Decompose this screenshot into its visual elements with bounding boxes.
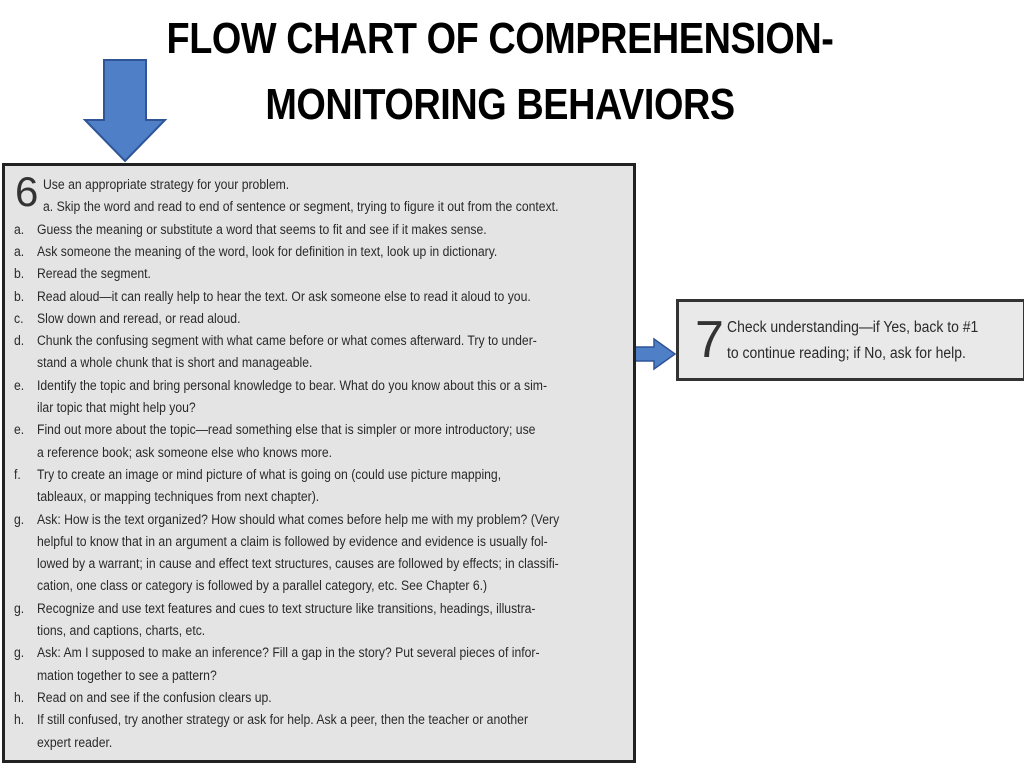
step-6-item-letter: a. (14, 221, 25, 238)
step-7-number: 7 (695, 311, 724, 369)
step-6-item-letter: d. (14, 333, 25, 350)
step-6-item-letter: e. (14, 377, 25, 394)
step-6-item-letter: g. (14, 645, 25, 662)
step-6-item-letter: g. (14, 600, 25, 617)
step-6-line: Identify the topic and bring personal knowledge to bear. What do you know about this or a sim- (37, 377, 548, 394)
step-6-line: tions, and captions, charts, etc. (37, 623, 206, 639)
step-6-line: Reread the segment. (37, 266, 151, 283)
step-6-line: cation, one class or category is followed by a parallel category, etc. See Chapter 6.) (37, 578, 488, 595)
step-6-line: Recognize and use text features and cues to text structure like transitions, headings, illustra- (37, 600, 536, 617)
step-6-line: Chunk the confusing segment with what came before or what comes afterward. Try to under- (37, 333, 537, 350)
step-7-line-2: to continue reading; if No, ask for help. (727, 345, 966, 362)
step-6-item-letter: h. (14, 712, 25, 729)
step-6-item-letter: g. (14, 511, 25, 528)
step-6-item-letter: b. (14, 288, 25, 305)
step-6-number: 6 (15, 168, 39, 215)
step-6-line: Find out more about the topic—read something else that is simpler or more introductory; use (37, 422, 536, 439)
title-line-1: FLOW CHART OF COMPREHENSION- (166, 14, 834, 63)
step-6-line: Ask someone the meaning of the word, look for definition in text, look up in dictionary. (37, 243, 498, 260)
step-6-line: Ask: Am I supposed to make an inference? Fill a gap in the story? Put several pieces of infor- (37, 645, 540, 662)
step-6-item-letter: f. (14, 466, 21, 483)
step-6-line: Use an appropriate strategy for your problem. (43, 177, 290, 193)
step-6-item-letter: h. (14, 689, 25, 706)
step-6-line: expert reader. (37, 734, 113, 751)
step-6-line: Slow down and reread, or read aloud. (37, 310, 241, 327)
step-6-line: Read aloud—it can really help to hear the text. Or ask someone else to read it aloud to you. (37, 288, 531, 305)
step-6-line: mation together to see a pattern? (37, 667, 217, 684)
step-7-line-1: Check understanding—if Yes, back to #1 (727, 319, 979, 336)
down-arrow-icon (82, 58, 168, 164)
step-6-item-letter: c. (14, 310, 24, 327)
step-6-item-letter: b. (14, 266, 25, 283)
step-6-item-letter: a. (14, 243, 25, 260)
step-6-line: tableaux, or mapping techniques from next chapter). (37, 489, 320, 506)
slide-title (70, 6, 930, 138)
step-6-line: a. Skip the word and read to end of sentence or segment, trying to figure it out from the context. (43, 199, 559, 216)
step-6-line: ilar topic that might help you? (37, 400, 196, 416)
step-6-line: Try to create an image or mind picture of what is going on (could use picture mapping, (37, 466, 502, 483)
step-6-line: helpful to know that in an argument a claim is followed by evidence and evidence is usually fol- (37, 533, 548, 550)
step-6-box (2, 163, 636, 763)
step-6-line: Guess the meaning or substitute a word that seems to fit and see if it makes sense. (37, 221, 487, 238)
step-6-line: Read on and see if the confusion clears up. (37, 689, 272, 706)
step-7-box (676, 299, 1024, 381)
title-line-2: MONITORING BEHAVIORS (265, 80, 735, 129)
step-6-line: Ask: How is the text organized? How should what comes before help me with my problem? (Very (37, 511, 560, 528)
step-6-item-letter: e. (14, 422, 25, 439)
step-6-line: a reference book; ask someone else who knows more. (37, 444, 333, 461)
step-6-line: stand a whole chunk that is short and manageable. (37, 355, 313, 372)
step-6-line: lowed by a warrant; in cause and effect text structures, causes are followed by effects; in classifi- (37, 556, 559, 573)
step-6-line: If still confused, try another strategy or ask for help. Ask a peer, then the teacher or another (37, 712, 529, 729)
